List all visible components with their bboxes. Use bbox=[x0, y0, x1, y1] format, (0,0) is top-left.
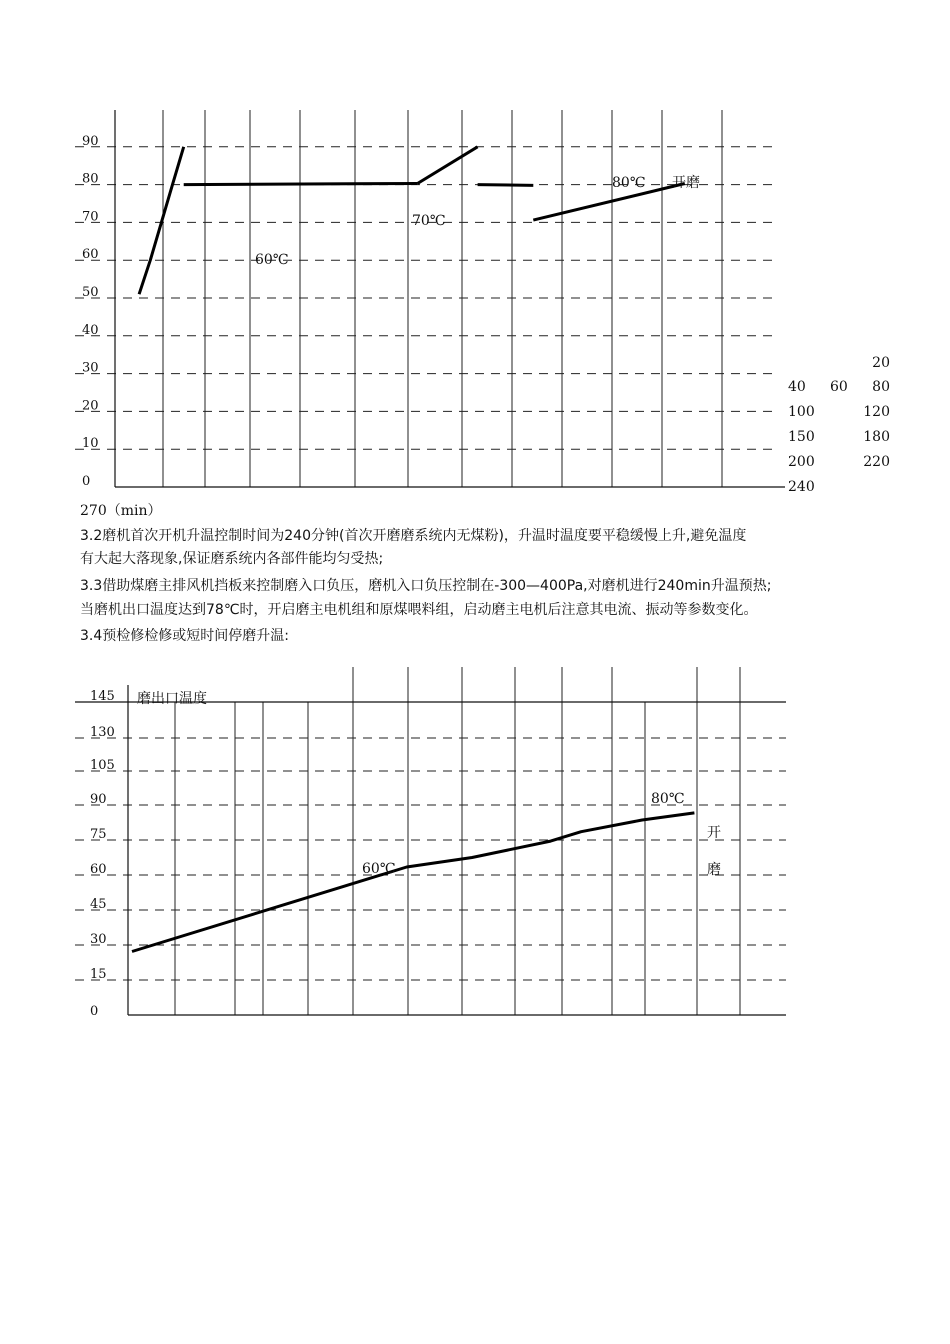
chart-2-y-tick-label: 0 bbox=[90, 1004, 99, 1019]
chart-2-annotation: 开 bbox=[707, 825, 721, 841]
chart-1-x-ticks bbox=[788, 355, 890, 495]
paragraph-3-4: 3.4预检修检修或短时间停磨升温: bbox=[80, 628, 289, 644]
chart-1-annotations bbox=[255, 175, 700, 268]
chart-2-axes bbox=[75, 685, 786, 1015]
chart-2-y-tick-label: 15 bbox=[90, 967, 107, 982]
chart-2-y-tick-label: 145 bbox=[90, 689, 115, 704]
paragraph-3-3-line-1: 3.3借助煤磨主排风机挡板来控制磨入口负压，磨机入口负压控制在-300—400Pa,对磨机进行240min升温预热; bbox=[80, 578, 772, 594]
chart-1-series-line-4 bbox=[478, 185, 534, 186]
chart-2-series-line-1 bbox=[132, 813, 694, 952]
chart-2-y-tick-label: 45 bbox=[90, 897, 107, 912]
chart-1-x-tick-label: 180 bbox=[863, 429, 890, 445]
paragraph-3-2-line-1: 3.2磨机首次开机升温控制时间为240分钟(首次开磨磨系统内无煤粉)，升温时温度要平稳缓慢上升,避免温度 bbox=[80, 528, 747, 544]
chart-2-annotation: 60℃ bbox=[362, 861, 396, 877]
chart-1-y-tick-label: 0 bbox=[82, 474, 91, 489]
chart-1-y-tick-label: 60 bbox=[82, 247, 99, 263]
chart-1-y-tick-label: 40 bbox=[82, 322, 99, 338]
chart-1-y-tick-label: 50 bbox=[82, 285, 99, 300]
chart-2-y-tick-label: 130 bbox=[90, 725, 115, 740]
chart-1-y-tick-label: 30 bbox=[82, 360, 99, 376]
chart-1-first-start-heating bbox=[75, 110, 890, 519]
chart-1-x-tick-label: 60 bbox=[830, 379, 848, 395]
chart-1-x-tick-label: 150 bbox=[788, 429, 815, 445]
chart-2-y-tick-label: 105 bbox=[90, 758, 115, 773]
chart-2-y-tick-label: 60 bbox=[90, 862, 107, 877]
chart-1-x-unit-label: 270（min） bbox=[80, 503, 162, 519]
chart-1-x-tick-label: 100 bbox=[788, 404, 815, 420]
chart-1-x-tick-label: 120 bbox=[863, 404, 890, 420]
chart-2-y-ticks bbox=[90, 689, 115, 1019]
chart-1-y-ticks bbox=[82, 134, 99, 489]
chart-1-y-tick-label: 90 bbox=[82, 133, 99, 149]
chart-1-x-tick-label: 20 bbox=[872, 355, 890, 371]
chart-2-series bbox=[132, 813, 694, 952]
chart-1-series-line-3 bbox=[418, 147, 478, 184]
chart-1-annotation: 80℃ bbox=[612, 175, 646, 191]
chart-1-x-tick-label: 220 bbox=[863, 454, 890, 470]
chart-1-series-line-1 bbox=[139, 147, 184, 294]
chart-2-y-axis-label: 磨出口温度 bbox=[137, 691, 207, 707]
chart-2-grid bbox=[75, 667, 786, 1015]
chart-1-y-tick-label: 70 bbox=[82, 209, 99, 225]
chart-1-x-tick-label: 80 bbox=[872, 379, 890, 395]
chart-1-annotation: 60℃ bbox=[255, 252, 289, 268]
chart-1-x-tick-label: 200 bbox=[788, 454, 815, 470]
chart-1-x-tick-label: 240 bbox=[788, 479, 815, 495]
chart-1-annotation: 70℃ bbox=[412, 213, 446, 229]
chart-1-y-tick-label: 80 bbox=[82, 171, 99, 187]
paragraph-3-2-line-2: 有大起大落现象,保证磨系统内各部件能均匀受热; bbox=[80, 551, 384, 567]
chart-2-y-tick-label: 30 bbox=[90, 932, 107, 947]
chart-2-annotation: 80℃ bbox=[651, 791, 685, 807]
chart-2-maintenance-heating bbox=[75, 667, 786, 1019]
chart-2-annotation: 磨 bbox=[707, 862, 721, 878]
chart-2-y-tick-label: 90 bbox=[90, 792, 107, 807]
paragraph-3-3-line-2: 当磨机出口温度达到78℃时，开启磨主电机组和原煤喂料组，启动磨主电机后注意其电流、振动等参数变化。 bbox=[80, 602, 758, 618]
chart-1-y-tick-label: 10 bbox=[82, 436, 99, 452]
chart-1-grid bbox=[75, 110, 775, 487]
chart-1-y-tick-label: 20 bbox=[82, 398, 99, 414]
chart-1-series-line-2 bbox=[184, 184, 418, 185]
chart-2-y-tick-label: 75 bbox=[90, 827, 107, 842]
chart-1-x-tick-label: 40 bbox=[788, 379, 806, 395]
chart-1-annotation: 开磨 bbox=[672, 175, 700, 191]
